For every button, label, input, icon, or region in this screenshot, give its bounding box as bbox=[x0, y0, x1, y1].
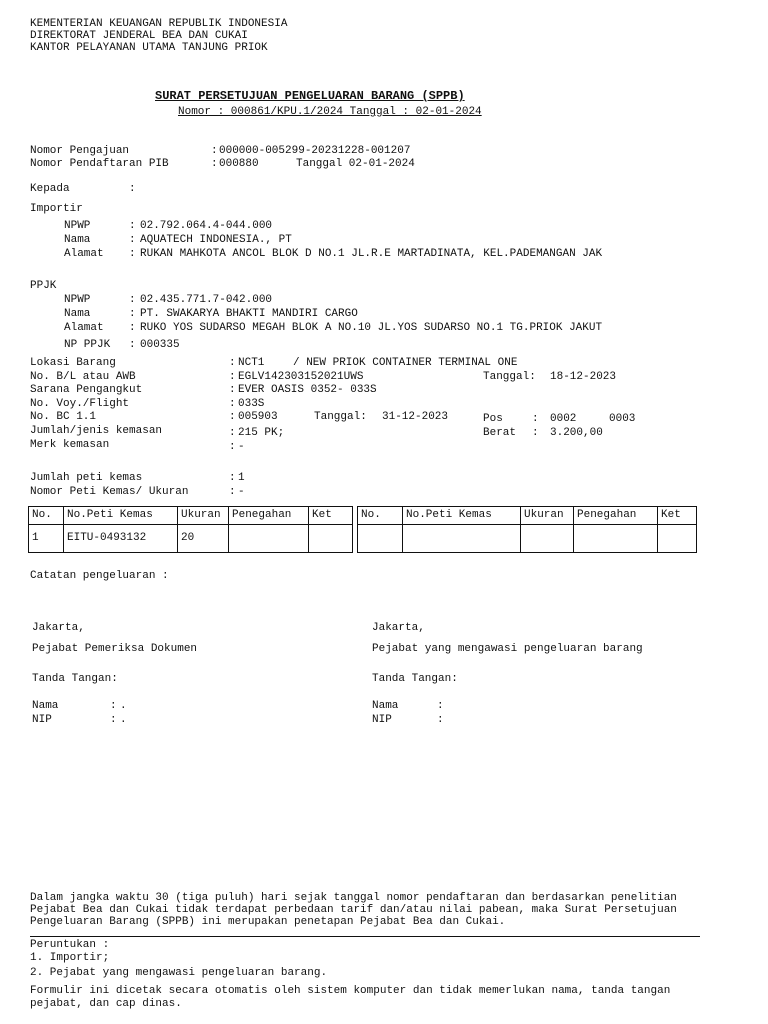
footer-paragraph-line: Dalam jangka waktu 30 (tiga puluh) hari sejak tanggal nomor pendaftaran dan berdasarkan penelitian bbox=[30, 892, 677, 904]
bc-value: 005903 bbox=[238, 411, 278, 423]
sign-right-nip-label: NIP bbox=[372, 714, 392, 726]
merk-value: - bbox=[238, 441, 245, 453]
sign-right-role: Pejabat yang mengawasi pengeluaran barang bbox=[372, 643, 643, 655]
document-number: Nomor : 000861/KPU.1/2024 Tanggal : 02-01-2024 bbox=[178, 106, 482, 118]
peruntukan-item-2: 2. Pejabat yang mengawasi pengeluaran barang. bbox=[30, 967, 328, 979]
colon: : bbox=[229, 486, 236, 498]
footer-note-line: Formulir ini dicetak secara otomatis oleh sistem komputer dan tidak memerlukan nama, tanda tangan bbox=[30, 985, 671, 997]
sign-left-role: Pejabat Pemeriksa Dokumen bbox=[32, 643, 198, 655]
jumlah-value: 215 PK; bbox=[238, 427, 285, 439]
ppjk-heading: PPJK bbox=[30, 280, 57, 292]
sign-left-nama: . bbox=[120, 700, 127, 712]
voy-label: No. Voy./Flight bbox=[30, 398, 130, 410]
pengajuan-label: Nomor Pengajuan bbox=[30, 145, 130, 157]
sarana-label: Sarana Pengangkut bbox=[30, 384, 143, 396]
berat-label: Berat bbox=[483, 427, 517, 439]
sign-left-city: Jakarta, bbox=[32, 622, 85, 634]
ppjk-alamat: RUKO YOS SUDARSO MEGAH BLOK A NO.10 JL.YOS SUDARSO NO.1 TG.PRIOK JAKUT bbox=[140, 322, 603, 334]
bl-date-label: Tanggal: bbox=[483, 371, 536, 383]
ppjk-alamat-label: Alamat bbox=[64, 322, 104, 334]
merk-label: Merk kemasan bbox=[30, 439, 110, 451]
th-ukuran: Ukuran bbox=[521, 507, 574, 525]
colon: : bbox=[229, 384, 236, 396]
peruntukan-item-1: 1. Importir; bbox=[30, 952, 110, 964]
pengajuan-value: 000000-005299-20231228-001207 bbox=[219, 145, 411, 157]
ppjk-nama: PT. SWAKARYA BHAKTI MANDIRI CARGO bbox=[140, 308, 358, 320]
sign-right-nama-label: Nama bbox=[372, 700, 399, 712]
importir-alamat: RUKAN MAHKOTA ANCOL BLOK D NO.1 JL.R.E MARTADINATA, KEL.PADEMANGAN JAK bbox=[140, 248, 603, 260]
colon: : bbox=[129, 234, 136, 246]
importir-heading: Importir bbox=[30, 203, 83, 215]
footer-paragraph-line: Pengeluaran Barang (SPPB) ini merupakan penetapan Pejabat Bea dan Cukai. bbox=[30, 916, 506, 928]
colon: : bbox=[229, 472, 236, 484]
sarana-value: EVER OASIS 0352- 033S bbox=[238, 384, 377, 396]
th-ket: Ket bbox=[658, 507, 697, 525]
colon: : bbox=[532, 413, 539, 425]
colon: : bbox=[110, 700, 117, 712]
pos-label: Pos bbox=[483, 413, 503, 425]
peti-jumlah-label: Jumlah peti kemas bbox=[30, 472, 143, 484]
importir-npwp-label: NPWP bbox=[64, 220, 91, 232]
peruntukan-label: Peruntukan : bbox=[30, 939, 110, 951]
colon: : bbox=[129, 339, 136, 351]
document-title: SURAT PERSETUJUAN PENGELUARAN BARANG (SPPB) bbox=[155, 89, 465, 103]
sign-left-ttd: Tanda Tangan: bbox=[32, 673, 118, 685]
ppjk-nama-label: Nama bbox=[64, 308, 91, 320]
ppjk-np: 000335 bbox=[140, 339, 180, 351]
th-peti: No.Peti Kemas bbox=[403, 507, 521, 525]
sign-left-nip: . bbox=[120, 714, 127, 726]
table-header-row bbox=[358, 507, 697, 525]
colon: : bbox=[129, 183, 136, 195]
sign-left-nip-label: NIP bbox=[32, 714, 52, 726]
pos-2: 0003 bbox=[609, 413, 636, 425]
colon: : bbox=[229, 357, 236, 369]
colon: : bbox=[129, 294, 136, 306]
header-ministry: KEMENTERIAN KEUANGAN REPUBLIK INDONESIA bbox=[30, 18, 288, 30]
colon: : bbox=[437, 700, 444, 712]
container-table-right bbox=[357, 506, 697, 553]
colon: : bbox=[110, 714, 117, 726]
table-row bbox=[29, 525, 353, 553]
colon: : bbox=[129, 248, 136, 260]
sign-left-nama-label: Nama bbox=[32, 700, 59, 712]
colon: : bbox=[229, 398, 236, 410]
colon: : bbox=[229, 411, 236, 423]
footer-paragraph-line: Pejabat Bea dan Cukai tidak terdapat perbedaan tarif dan/atau nilai pabean, maka Surat Persetujuan bbox=[30, 904, 677, 916]
cell-penegahan bbox=[229, 525, 309, 553]
colon: : bbox=[532, 427, 539, 439]
bl-date: 18-12-2023 bbox=[550, 371, 617, 383]
cell-penegahan bbox=[574, 525, 658, 553]
th-penegahan: Penegahan bbox=[229, 507, 309, 525]
table-row bbox=[358, 525, 697, 553]
cell-peti bbox=[403, 525, 521, 553]
jumlah-label: Jumlah/jenis kemasan bbox=[30, 425, 163, 437]
cell-ukuran bbox=[521, 525, 574, 553]
cell-peti: EITU-0493132 bbox=[64, 525, 178, 553]
pib-date: Tanggal 02-01-2024 bbox=[296, 158, 415, 170]
th-peti: No.Peti Kemas bbox=[64, 507, 178, 525]
colon: : bbox=[129, 308, 136, 320]
th-no: No. bbox=[29, 507, 64, 525]
colon: : bbox=[229, 441, 236, 453]
colon: : bbox=[211, 158, 218, 170]
colon: : bbox=[229, 427, 236, 439]
importir-npwp: 02.792.064.4-044.000 bbox=[140, 220, 273, 232]
kepada-label: Kepada bbox=[30, 183, 70, 195]
ppjk-npwp: 02.435.771.7-042.000 bbox=[140, 294, 273, 306]
bc-date: 31-12-2023 bbox=[382, 411, 449, 423]
bc-date-label: Tanggal: bbox=[314, 411, 367, 423]
importir-nama: AQUATECH INDONESIA., PT bbox=[140, 234, 292, 246]
colon: : bbox=[229, 371, 236, 383]
sign-right-ttd: Tanda Tangan: bbox=[372, 673, 458, 685]
sign-right-city: Jakarta, bbox=[372, 622, 425, 634]
peti-nomor-label: Nomor Peti Kemas/ Ukuran bbox=[30, 486, 189, 498]
th-penegahan: Penegahan bbox=[574, 507, 658, 525]
pib-value: 000880 bbox=[219, 158, 259, 170]
lokasi-name: / NEW PRIOK CONTAINER TERMINAL ONE bbox=[293, 357, 518, 369]
ppjk-npwp-label: NPWP bbox=[64, 294, 91, 306]
cell-ket bbox=[309, 525, 353, 553]
pos-1: 0002 bbox=[550, 413, 577, 425]
importir-nama-label: Nama bbox=[64, 234, 91, 246]
voy-value: 033S bbox=[238, 398, 265, 410]
th-ket: Ket bbox=[309, 507, 353, 525]
cell-ukuran: 20 bbox=[178, 525, 229, 553]
lokasi-code: NCT1 bbox=[238, 357, 265, 369]
container-table-left bbox=[28, 506, 353, 553]
th-ukuran: Ukuran bbox=[178, 507, 229, 525]
bc-label: No. BC 1.1 bbox=[30, 411, 97, 423]
divider bbox=[30, 936, 700, 937]
peti-nomor: - bbox=[238, 486, 245, 498]
bl-value: EGLV142303152021UWS bbox=[238, 371, 364, 383]
table-header-row bbox=[29, 507, 353, 525]
importir-alamat-label: Alamat bbox=[64, 248, 104, 260]
th-no: No. bbox=[358, 507, 403, 525]
footer-note-line: pejabat, dan cap dinas. bbox=[30, 998, 182, 1010]
cell-no bbox=[358, 525, 403, 553]
ppjk-np-label: NP PPJK bbox=[64, 339, 111, 351]
colon: : bbox=[129, 220, 136, 232]
catatan-label: Catatan pengeluaran : bbox=[30, 570, 169, 582]
pib-label: Nomor Pendaftaran PIB bbox=[30, 158, 169, 170]
colon: : bbox=[211, 145, 218, 157]
cell-ket bbox=[658, 525, 697, 553]
lokasi-label: Lokasi Barang bbox=[30, 357, 116, 369]
cell-no: 1 bbox=[29, 525, 64, 553]
colon: : bbox=[437, 714, 444, 726]
header-directorate: DIREKTORAT JENDERAL BEA DAN CUKAI bbox=[30, 30, 248, 42]
berat-value: 3.200,00 bbox=[550, 427, 603, 439]
header-office: KANTOR PELAYANAN UTAMA TANJUNG PRIOK bbox=[30, 42, 268, 54]
bl-label: No. B/L atau AWB bbox=[30, 371, 136, 383]
peti-jumlah: 1 bbox=[238, 472, 245, 484]
colon: : bbox=[129, 322, 136, 334]
